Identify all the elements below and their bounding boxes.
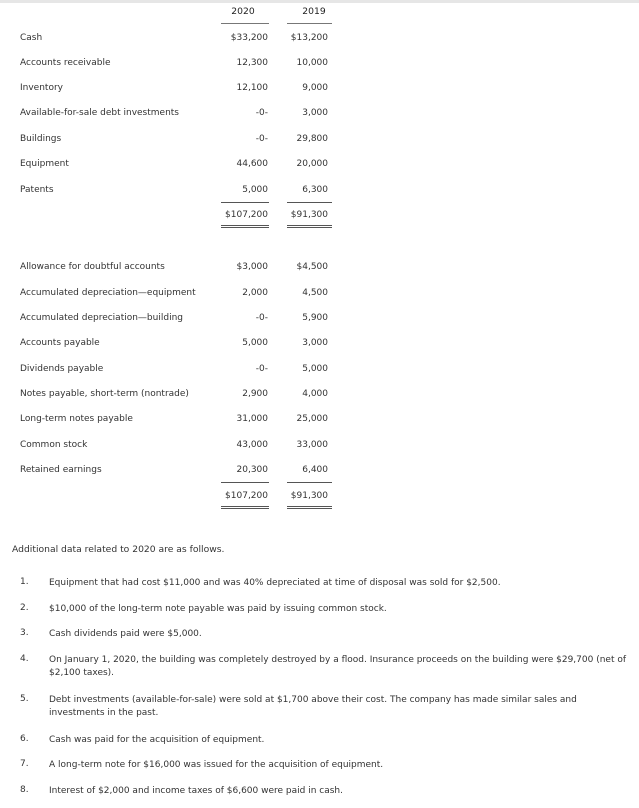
item-text: $10,000 of the long-term note payable was paid by issuing common stock.	[49, 604, 387, 614]
row-label: Available-for-sale debt investments	[20, 108, 179, 118]
value-2019: 9,000	[302, 83, 328, 93]
row-label: Cash	[20, 33, 43, 43]
total-row	[0, 210, 639, 226]
value-2019: 20,000	[296, 159, 328, 169]
subtotal-rule-2020	[221, 202, 269, 203]
value-2020: 12,100	[236, 83, 268, 93]
table-row	[0, 185, 639, 201]
item-number: 1.	[20, 577, 29, 587]
table-row	[0, 338, 639, 354]
value-2020: 12,300	[236, 58, 268, 68]
row-label: Accumulated depreciation—equipment	[20, 288, 196, 298]
value-2019: 25,000	[296, 414, 328, 424]
total-double-rule-2020	[221, 225, 269, 228]
value-2019: 5,900	[302, 313, 328, 323]
table-row	[0, 440, 639, 456]
value-2019: 6,300	[302, 185, 328, 195]
total-row	[0, 491, 639, 507]
table-row	[0, 83, 639, 99]
total-2020: $107,200	[225, 210, 268, 220]
value-2020: 2,000	[242, 288, 268, 298]
total-2019: $91,300	[290, 210, 328, 220]
item-number: 2.	[20, 603, 29, 613]
row-label: Accounts payable	[20, 338, 100, 348]
row-label: Notes payable, short-term (nontrade)	[20, 389, 189, 399]
value-2020: $3,000	[236, 262, 268, 272]
header-2020: 2020	[231, 6, 255, 17]
total-double-rule-2019	[287, 506, 332, 509]
row-label: Accounts receivable	[20, 58, 111, 68]
table-row	[0, 134, 639, 150]
value-2020: -0-	[255, 313, 268, 323]
value-2020: -0-	[255, 364, 268, 374]
value-2019: 29,800	[296, 134, 328, 144]
total-2019: $91,300	[290, 491, 328, 501]
subtotal-rule-2019	[287, 202, 332, 203]
value-2019: 4,000	[302, 389, 328, 399]
item-text: Cash dividends paid were $5,000.	[49, 629, 202, 639]
value-2019: 5,000	[302, 364, 328, 374]
subtotal-rule-2019	[287, 482, 332, 483]
table-row	[0, 159, 639, 175]
table-row	[0, 58, 639, 74]
total-2020: $107,200	[225, 491, 268, 501]
table-row	[0, 465, 639, 481]
table-row	[0, 414, 639, 430]
header-2019-underline	[287, 23, 332, 24]
value-2020: 20,300	[236, 465, 268, 475]
table-row	[0, 313, 639, 329]
item-number: 7.	[20, 759, 29, 769]
top-divider	[0, 0, 639, 3]
item-text: Cash was paid for the acquisition of equipment.	[49, 735, 265, 745]
value-2019: $4,500	[296, 262, 328, 272]
value-2019: 3,000	[302, 338, 328, 348]
table-row	[0, 262, 639, 278]
row-label: Accumulated depreciation—building	[20, 313, 183, 323]
additional-data-heading: Additional data related to 2020 are as follows.	[12, 544, 225, 555]
row-label: Dividends payable	[20, 364, 104, 374]
table-row	[0, 108, 639, 124]
value-2019: $13,200	[290, 33, 328, 43]
row-label: Long-term notes payable	[20, 414, 133, 424]
row-label: Inventory	[20, 83, 63, 93]
value-2019: 6,400	[302, 465, 328, 475]
item-number: 8.	[20, 785, 29, 795]
item-number: 4.	[20, 654, 29, 664]
item-text: Interest of $2,000 and income taxes of $6,600 were paid in cash.	[49, 786, 343, 796]
item-text: Debt investments (available-for-sale) were sold at $1,700 above their cost. The company has made similar sales and investments in the past.	[49, 695, 577, 718]
value-2019: 4,500	[302, 288, 328, 298]
total-double-rule-2020	[221, 506, 269, 509]
table-row	[0, 389, 639, 405]
item-text: A long-term note for $16,000 was issued for the acquisition of equipment.	[49, 760, 384, 770]
value-2020: 5,000	[242, 185, 268, 195]
row-label: Retained earnings	[20, 465, 102, 475]
header-2020-underline	[221, 23, 269, 24]
table-row	[0, 288, 639, 304]
row-label: Patents	[20, 185, 54, 195]
value-2020: 31,000	[236, 414, 268, 424]
row-label: Common stock	[20, 440, 88, 450]
row-label: Buildings	[20, 134, 62, 144]
value-2020: 44,600	[236, 159, 268, 169]
row-label: Allowance for doubtful accounts	[20, 262, 165, 272]
value-2020: 2,900	[242, 389, 268, 399]
value-2020: -0-	[255, 108, 268, 118]
total-double-rule-2019	[287, 225, 332, 228]
item-text: Equipment that had cost $11,000 and was 40% depreciated at time of disposal was sold for $2,500.	[49, 578, 501, 588]
value-2020: 43,000	[236, 440, 268, 450]
item-number: 5.	[20, 694, 29, 704]
item-number: 6.	[20, 734, 29, 744]
item-text: On January 1, 2020, the building was completely destroyed by a flood. Insurance proceeds on the building were $29,700 (net of $2,100 taxes).	[49, 655, 627, 678]
table-row	[0, 33, 639, 49]
value-2019: 3,000	[302, 108, 328, 118]
value-2020: $33,200	[230, 33, 268, 43]
row-label: Equipment	[20, 159, 69, 169]
item-number: 3.	[20, 628, 29, 638]
subtotal-rule-2020	[221, 482, 269, 483]
value-2019: 33,000	[296, 440, 328, 450]
header-2019: 2019	[302, 6, 326, 17]
value-2020: 5,000	[242, 338, 268, 348]
value-2019: 10,000	[296, 58, 328, 68]
table-row	[0, 364, 639, 380]
value-2020: -0-	[255, 134, 268, 144]
